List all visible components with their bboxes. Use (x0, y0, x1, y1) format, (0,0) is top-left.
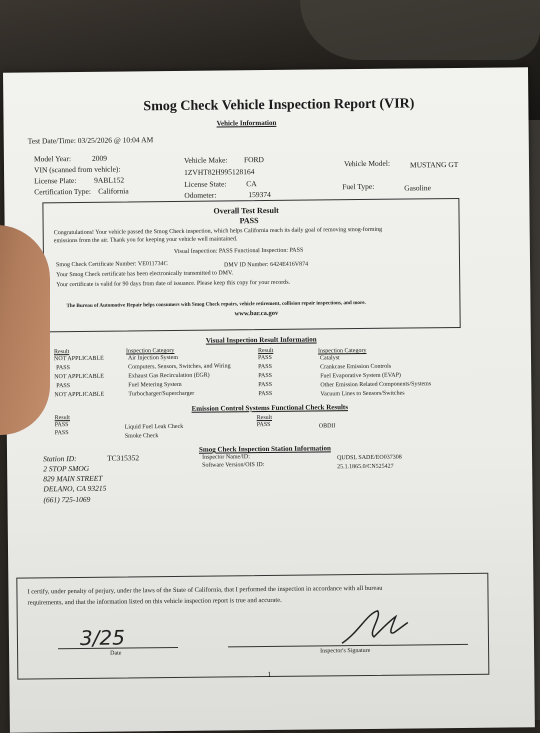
functional-col-result-left: Result (54, 415, 71, 422)
license-state-value: CA (246, 179, 257, 189)
functional-row-category: Smoke Check (124, 433, 159, 440)
visual-col-result-left: Result (53, 349, 70, 356)
station-info-heading: Smog Check Inspection Station Information (198, 444, 331, 454)
visual-row-result: NOT APPLICABLE (54, 391, 105, 399)
visual-row-result: PASS (258, 372, 273, 380)
license-state-label: License State: (184, 179, 227, 189)
visual-row-category: Crankcase Emission Controls (320, 363, 392, 371)
station-id-label: Station ID: (43, 453, 77, 464)
make-label: Vehicle Make: (183, 155, 228, 165)
congrats-line-2: emissions from the air. Thank you for keeping your vehicle well maintained. (53, 236, 238, 245)
visual-functional-result: Visual Inspection: PASS Functional Inspection: PASS (173, 247, 304, 255)
visual-inspection-heading: Visual Inspection Result Information (205, 335, 317, 345)
fuel-type-value: Gasoline (404, 183, 431, 193)
visual-row-category: Other Emission Related Components/Systems (320, 381, 432, 389)
visual-row-result: NOT APPLICABLE (54, 373, 104, 381)
signature-label: Inspector's Signature (320, 647, 371, 655)
visual-col-category-right: Inspection Category (317, 347, 367, 355)
functional-row-result: PASS (54, 422, 69, 429)
visual-row-category: Turbocharger/Supercharger (128, 390, 195, 398)
dmv-id-number: DMV ID Number: 6424E416V874 (224, 261, 309, 269)
software-version-value: 25.1.1865.0/CN525427 (337, 463, 394, 471)
model-label: Vehicle Model: (343, 158, 391, 169)
inspector-name-label: Inspector Name/ID: (202, 454, 250, 461)
page-number: 1 (267, 669, 272, 680)
certify-text-line-2: requirements, and that the information listed on this vehicle inspection report is true and accurate. (27, 596, 282, 607)
vin-label: VIN (scanned from vehicle): (33, 164, 121, 175)
visual-row-result: PASS (258, 381, 273, 389)
functional-row-result: PASS (54, 430, 69, 437)
certificate-number: Smog Check Certificate Number: VE011734C (56, 261, 168, 269)
visual-row-result: PASS (258, 363, 272, 371)
overall-result-box (42, 198, 460, 332)
overall-result-heading: Overall Test Result (213, 205, 279, 216)
visual-row-category: Exhaust Gas Recirculation (EGR) (128, 372, 210, 380)
station-street: 829 MAIN STREET (43, 473, 103, 484)
cert-type-value: California (98, 186, 129, 196)
license-plate-value: 9ABL152 (94, 175, 125, 185)
functional-col-result-right: Result (256, 414, 273, 422)
model-value: MUSTANG GT (409, 159, 459, 170)
software-version-label: Software Version/OIS ID: (202, 462, 265, 469)
inspector-name-value: QUDSL SADE/EO037308 (337, 454, 402, 462)
visual-row-category: Fuel Evaporative System (EVAP) (320, 372, 401, 380)
transmitted-notice: Your Smog Check certificate has been electronically transmitted to DMV. (56, 270, 234, 279)
congrats-line-1: Congratulations! Your vehicle passed the Smog Check inspection, which helps California reach its daily goal of removing smog-forming (53, 226, 383, 237)
bar-notice: The Bureau of Automotive Repair helps consumers with Smog Check repairs, vehicle retirement, collision repair inspections, and more. (66, 299, 366, 310)
station-phone: (661) 725-1069 (43, 494, 91, 505)
fuel-type-label: Fuel Type: (342, 181, 375, 192)
station-name: 2 STOP SMOG (43, 463, 90, 474)
model-year-label: Model Year: (33, 154, 72, 164)
functional-row-category: Liquid Fuel Leak Check (124, 423, 184, 431)
visual-row-category: Air Injection System (127, 354, 179, 362)
license-plate-label: License Plate: (34, 175, 77, 186)
odometer-value: 159374 (248, 189, 271, 200)
handwritten-date: 3/25 (79, 625, 125, 650)
functional-row-category: OBDII (318, 423, 336, 430)
bar-website: www.bar.ca.gov (234, 309, 279, 318)
station-city: DELANO, CA 93215 (43, 483, 107, 494)
vin-value: 1ZVHT82H995128164 (184, 167, 255, 177)
visual-row-category: Computers, Sensors, Switches, and Wiring (128, 363, 231, 371)
visual-row-result: NOT APPLICABLE (53, 355, 104, 363)
model-year-value: 2009 (91, 153, 107, 163)
visual-row-category: Fuel Metering System (128, 381, 182, 389)
visual-row-result: PASS (56, 365, 70, 372)
inspection-report-paper (3, 67, 535, 732)
visual-row-result: PASS (258, 390, 273, 398)
date-label: Date (110, 650, 122, 657)
dashboard-panel (300, 0, 540, 60)
functional-check-heading: Emission Control Systems Functional Check Results (191, 403, 348, 413)
overall-result-value: PASS (239, 216, 259, 226)
visual-row-category: Vacuum Lines to Sensors/Switches (320, 390, 405, 398)
visual-col-result-right: Result (257, 347, 274, 355)
cert-type-label: Certification Type: (34, 186, 91, 197)
visual-row-category: Catalyst (319, 355, 340, 362)
make-value: FORD (243, 155, 265, 165)
certify-text-line-1: I certify, under penalty of perjury, under the laws of the State of California, that I performed the inspection in accordance with all bureau (27, 584, 383, 596)
visual-row-result: PASS (257, 354, 272, 362)
test-datetime: Test Date/Time: 03/25/2026 @ 10:04 AM (27, 135, 154, 146)
odometer-label: Odometer: (184, 190, 217, 200)
functional-row-result: PASS (256, 421, 271, 429)
certification-box (16, 573, 489, 680)
visual-row-result: PASS (56, 383, 71, 390)
holding-thumb (0, 225, 50, 435)
vehicle-info-heading: Vehicle Information (216, 118, 277, 128)
visual-col-category-left: Inspection Category (125, 347, 175, 355)
report-title: Smog Check Vehicle Inspection Report (VIR) (143, 96, 415, 115)
validity-notice: Your certificate is valid for 90 days from date of issuance. Please keep this copy for your records. (56, 279, 291, 289)
station-id-value: TC315352 (107, 453, 140, 463)
